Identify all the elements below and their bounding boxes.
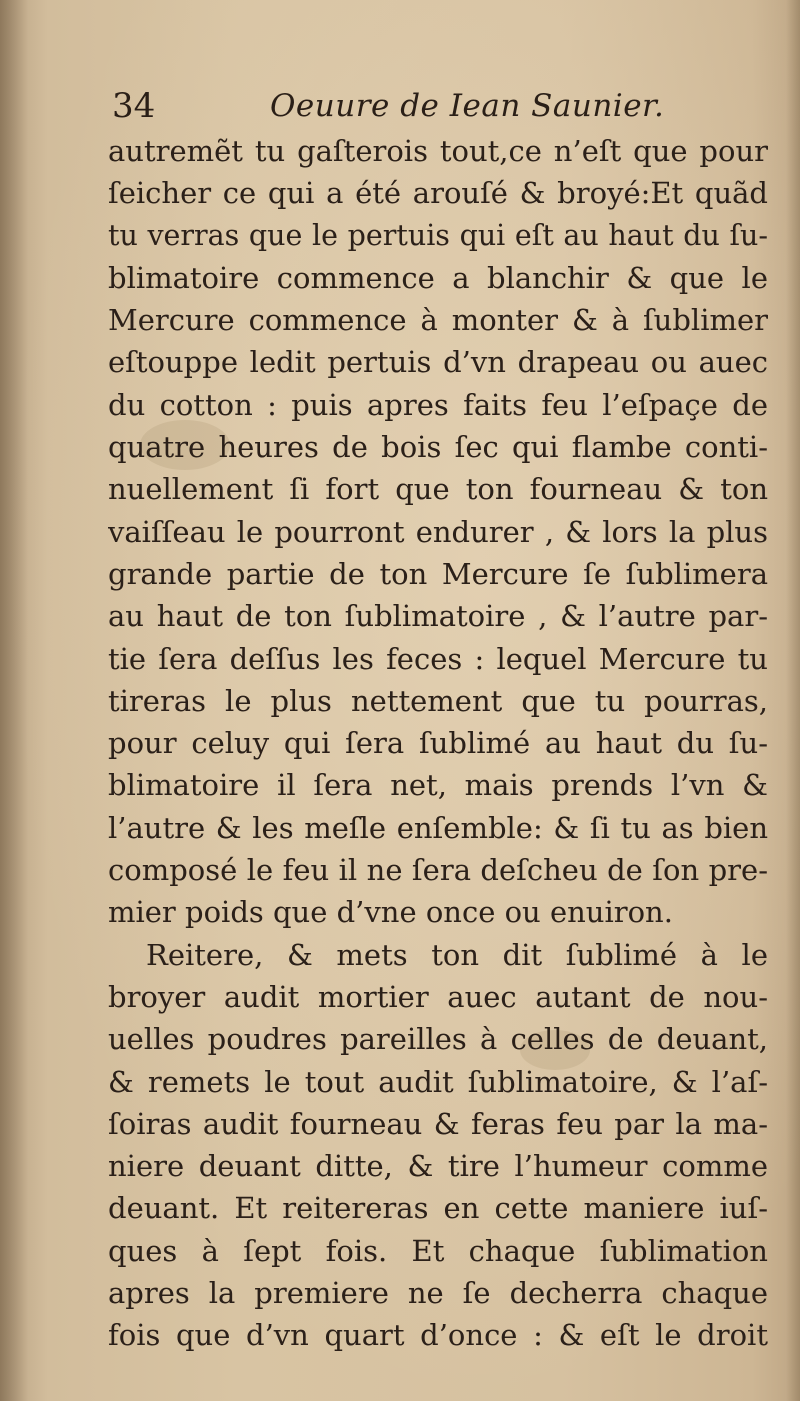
text-line: quatre heures de bois ſec qui flambe conti- (108, 430, 768, 465)
text-line: fois que d’vn quart d’once : & eſt le droit (108, 1318, 768, 1353)
text-line: composé le feu il ne ſera deſcheu de ſon pre- (108, 853, 768, 888)
text-line: du cotton : puis apres faits feu l’eſpaçe de (108, 387, 768, 422)
text-line: grande partie de ton Mercure ſe ſublimera (108, 556, 768, 591)
text-line: eſtouppe ledit pertuis d’vn drapeau ou auec (108, 345, 768, 380)
text-line: ques à ſept fois. Et chaque ſublimation (108, 1233, 768, 1268)
page-edge (786, 0, 800, 1401)
text-line: ſoiras audit fourneau & feras feu par la ma- (108, 1106, 768, 1141)
text-line: au haut de ton ſublimatoire , & l’autre par- (108, 599, 768, 634)
binding-shadow (0, 0, 28, 1401)
text-line: nuellement ſi fort que ton fourneau & ton (108, 472, 768, 507)
text-line: tie ſera deſſus les feces : lequel Mercure tu (108, 641, 768, 676)
page-number: 34 (112, 86, 156, 126)
text-line: autremẽt tu gaſterois tout,ce n’eſt que pour (108, 134, 768, 168)
body-text (108, 130, 768, 1357)
text-line: blimatoire il ſera net, mais prends l’vn & (108, 768, 768, 803)
text-line: ſeicher ce qui a été arouſé & broyé:Et quãd (108, 176, 768, 211)
text-line: & remets le tout audit ſublimatoire, & l’aſ- (108, 1064, 768, 1099)
text-line: deuant. Et reitereras en cette maniere iuſ- (108, 1191, 768, 1226)
text-line: apres la premiere ne ſe decherra chaque (108, 1276, 768, 1311)
text-line: l’autre & les meſle enſemble: & ſi tu as bien (108, 810, 768, 845)
text-line: tireras le plus nettement que tu pourras, (108, 683, 768, 718)
paragraph-end-line: mier poids que d’vne once ou enuiron. (108, 895, 673, 930)
paragraph-start-line: Reitere, & mets ton dit ſublimé à le (146, 937, 768, 972)
text-line: pour celuy qui ſera ſublimé au haut du ſu- (108, 726, 768, 761)
text-line: vaiſſeau le pourront endurer , & lors la plus (108, 514, 768, 549)
text-line: tu verras que le pertuis qui eſt au haut du ſu- (108, 218, 768, 252)
text-line: blimatoire commence a blanchir & que le (108, 260, 768, 295)
text-line: broyer audit mortier auec autant de nou- (108, 979, 768, 1014)
running-title: Oeuure de Iean Saunier. (270, 88, 665, 124)
page-header (110, 82, 770, 130)
text-line: niere deuant ditte, & tire l’humeur comme (108, 1149, 768, 1184)
text-line: uelles poudres pareilles à celles de deuant, (108, 1022, 768, 1057)
text-line: Mercure commence à monter & à ſublimer (108, 303, 768, 338)
